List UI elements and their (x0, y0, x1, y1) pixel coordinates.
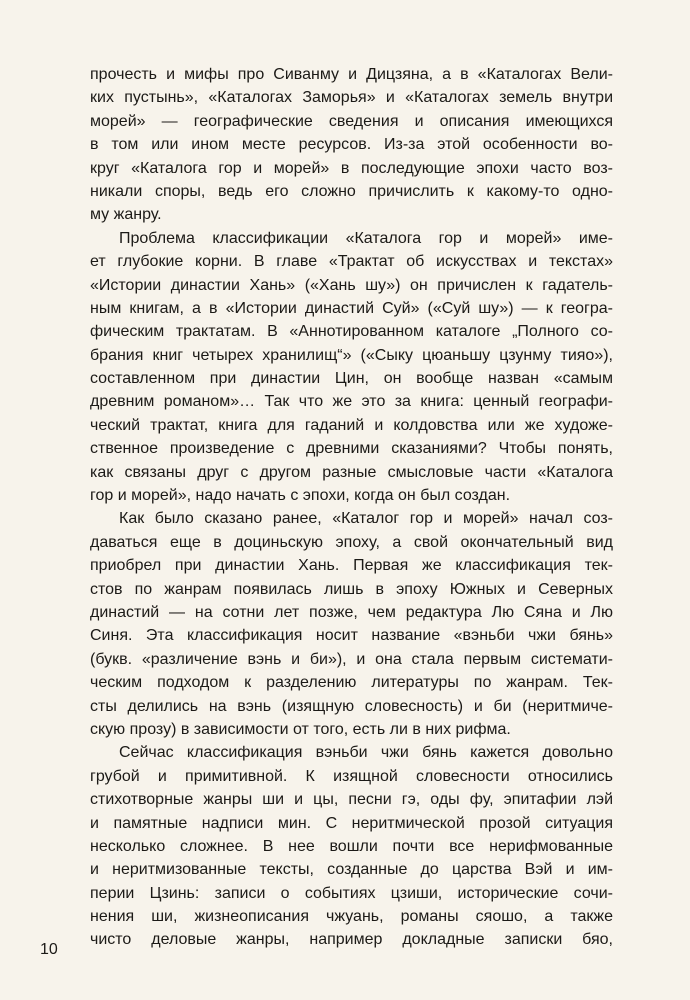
text-line: чисто деловые жанры, например докладные записки бяо, (90, 931, 613, 949)
text-line: фическим трактатам. В «Аннотированном каталоге „Полного со- (90, 323, 613, 341)
text-line: Синя. Эта классификация носит название «вэньби чжи бянь» (90, 627, 613, 645)
text-line: Как было сказано ранее, «Каталог гор и морей» начал соз- (119, 510, 613, 528)
text-line: ческий трактат, книга для гаданий и колдовства или же художе- (90, 416, 613, 434)
text-line: династий — на сотни лет позже, чем редактура Лю Сяна и Лю (90, 603, 613, 621)
text-line: грубой и примитивной. К изящной словесности относились (90, 767, 613, 785)
text-line: даваться еще в доциньскую эпоху, а свой окончательный вид (90, 533, 613, 551)
text-line: нения ши, жизнеописания чжуань, романы сяошо, а также (90, 908, 613, 926)
text-line: ких пустынь», «Каталогах Заморья» и «Каталогах земель внутри (90, 89, 613, 107)
page-number: 10 (40, 941, 58, 958)
text-line: ным книгам, а в «Истории династий Суй» («Суй шу») — к геогра- (90, 299, 613, 317)
text-line: древним романом»… Так что же это за книга: ценный географи- (90, 393, 613, 411)
text-line: стов по жанрам появилась лишь в эпоху Южных и Северных (90, 580, 613, 598)
text-line: скую прозу) в зависимости от того, есть ли в них рифма. (90, 720, 511, 738)
text-line: стихотворные жанры ши и цы, песни гэ, оды фу, эпитафии лэй (90, 791, 613, 809)
text-line: приобрел при династии Хань. Первая же классификация тек- (90, 557, 613, 575)
page-body-text (90, 63, 613, 952)
text-line: перии Цзинь: записи о событиях цзиши, исторические сочи- (90, 884, 613, 902)
text-line: ственное произведение с древними сказаниями? Чтобы понять, (90, 440, 613, 458)
text-line: сты делились на вэнь (изящную словесность) и би (неритмиче- (90, 697, 613, 715)
text-line: как связаны друг с другом разные смысловые части «Каталога (90, 463, 613, 481)
text-line: «Истории династии Хань» («Хань шу») он причислен к гадатель- (90, 276, 613, 294)
text-line: брания книг четырех хранилищ“» («Сыку цюаньшу цзунму тияо»), (90, 346, 613, 364)
text-line: морей» — географические сведения и описания имеющихся (90, 112, 613, 130)
text-line: Проблема классификации «Каталога гор и морей» име- (119, 229, 613, 247)
text-line: ческим подходом к разделению литературы по жанрам. Тек- (90, 674, 613, 692)
text-line: Сейчас классификация вэньби чжи бянь кажется довольно (119, 744, 613, 762)
text-line: (букв. «различение вэнь и би»), и она стала первым системати- (90, 650, 613, 668)
text-line: круг «Каталога гор и морей» в последующие эпохи часто воз- (90, 159, 613, 177)
text-line: в том или ином месте ресурсов. Из-за этой особенности во- (90, 136, 613, 154)
text-line: никали споры, ведь его сложно причислить к какому-то одно- (90, 182, 613, 200)
text-line: ет глубокие корни. В главе «Трактат об искусствах и текстах» (90, 253, 613, 271)
text-line: и памятные надписи мин. С неритмической прозой ситуация (90, 814, 613, 832)
text-line: несколько сложнее. В нее вошли почти все нерифмованные (90, 837, 613, 855)
text-line: прочесть и мифы про Сиванму и Дицзяна, а в «Каталогах Вели- (90, 66, 613, 83)
text-line: и неритмизованные тексты, созданные до царства Вэй и им- (90, 861, 613, 879)
text-line: му жанру. (90, 206, 162, 224)
text-line: составленном при династии Цин, он вообще назван «самым (90, 370, 613, 388)
text-line: гор и морей», надо начать с эпохи, когда он был создан. (90, 487, 511, 505)
